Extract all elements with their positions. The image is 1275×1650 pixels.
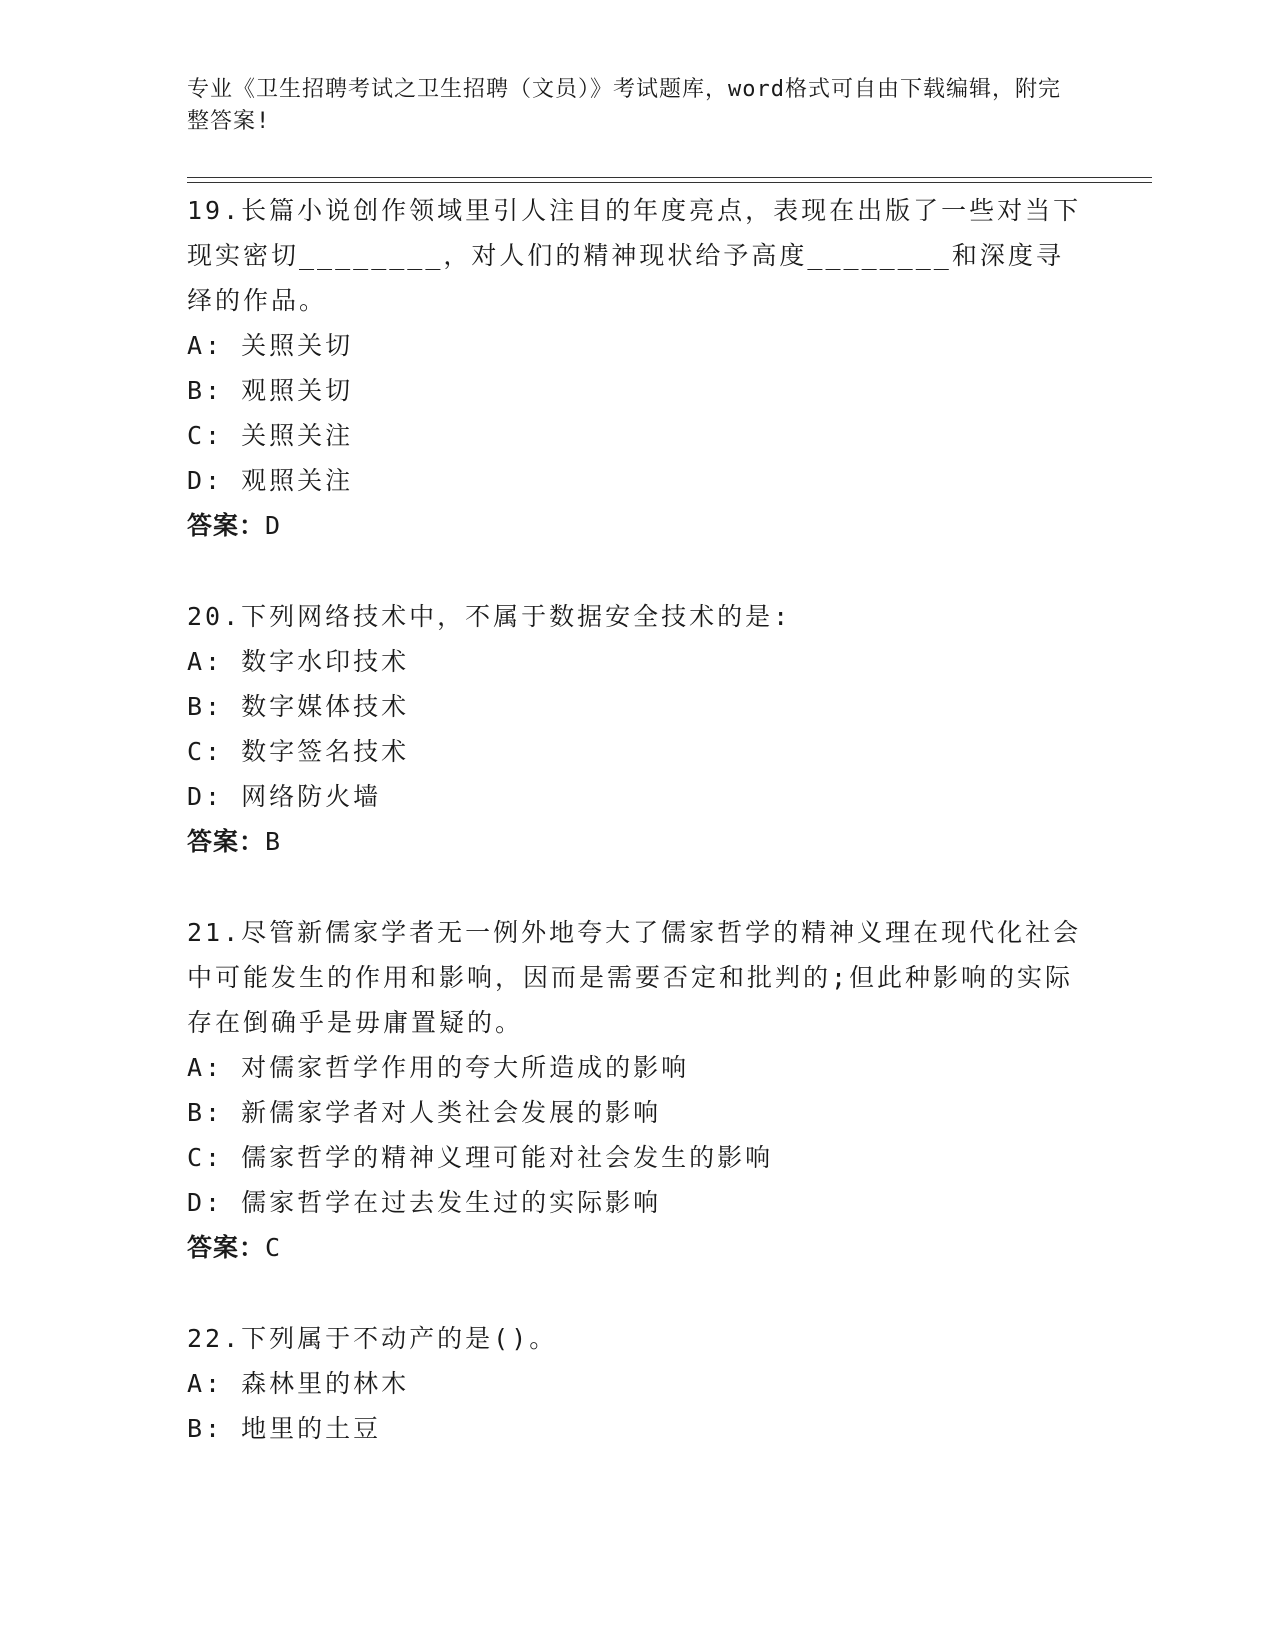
question-stem: 21.尽管新儒家学者无一例外地夸大了儒家哲学的精神义理在现代化社会中可能发生的作用和影响，因而是需要否定和批判的;但此种影响的实际存在倒确乎是毋庸置疑的。: [187, 918, 1082, 1037]
answer-line: [187, 1225, 1087, 1270]
question-list: [187, 188, 1087, 1451]
option-c: C: 关照关注: [187, 421, 354, 450]
answer-line: [187, 503, 1087, 548]
question-22: [187, 1316, 1087, 1451]
option-a: A: 数字水印技术: [187, 647, 410, 676]
header-rule-top: [187, 177, 1152, 178]
option-a: A: 森林里的林木: [187, 1369, 410, 1398]
answer-value: C: [265, 1233, 282, 1262]
answer-line: [187, 819, 1087, 864]
option-a: A: 关照关切: [187, 331, 354, 360]
answer-value: D: [265, 511, 282, 540]
answer-label: 答案：: [187, 1233, 266, 1262]
page-header: 专业《卫生招聘考试之卫生招聘（文员）》考试题库，word格式可自由下载编辑，附完整答案!: [187, 77, 1061, 134]
answer-label: 答案：: [187, 511, 266, 540]
option-a: A: 对儒家哲学作用的夸大所造成的影响: [187, 1053, 690, 1082]
answer-value: B: [265, 827, 282, 856]
answer-label: 答案：: [187, 827, 266, 856]
option-b: B: 地里的土豆: [187, 1414, 382, 1443]
option-c: C: 数字签名技术: [187, 737, 410, 766]
question-stem: 20.下列网络技术中，不属于数据安全技术的是:: [187, 602, 792, 631]
option-b: B: 观照关切: [187, 376, 354, 405]
option-d: D: 儒家哲学在过去发生过的实际影响: [187, 1188, 662, 1217]
question-19: [187, 188, 1087, 548]
option-d: D: 网络防火墙: [187, 782, 382, 811]
question-stem: 19.长篇小说创作领域里引人注目的年度亮点，表现在出版了一些对当下现实密切________，对人们的精神现状给予高度________和深度寻绎的作品。: [187, 196, 1082, 315]
option-c: C: 儒家哲学的精神义理可能对社会发生的影响: [187, 1143, 774, 1172]
question-21: [187, 910, 1087, 1270]
question-stem: 22.下列属于不动产的是()。: [187, 1324, 558, 1353]
option-d: D: 观照关注: [187, 466, 354, 495]
header-rule-bottom: [187, 182, 1152, 183]
option-b: B: 数字媒体技术: [187, 692, 410, 721]
question-20: [187, 594, 1087, 864]
option-b: B: 新儒家学者对人类社会发展的影响: [187, 1098, 662, 1127]
